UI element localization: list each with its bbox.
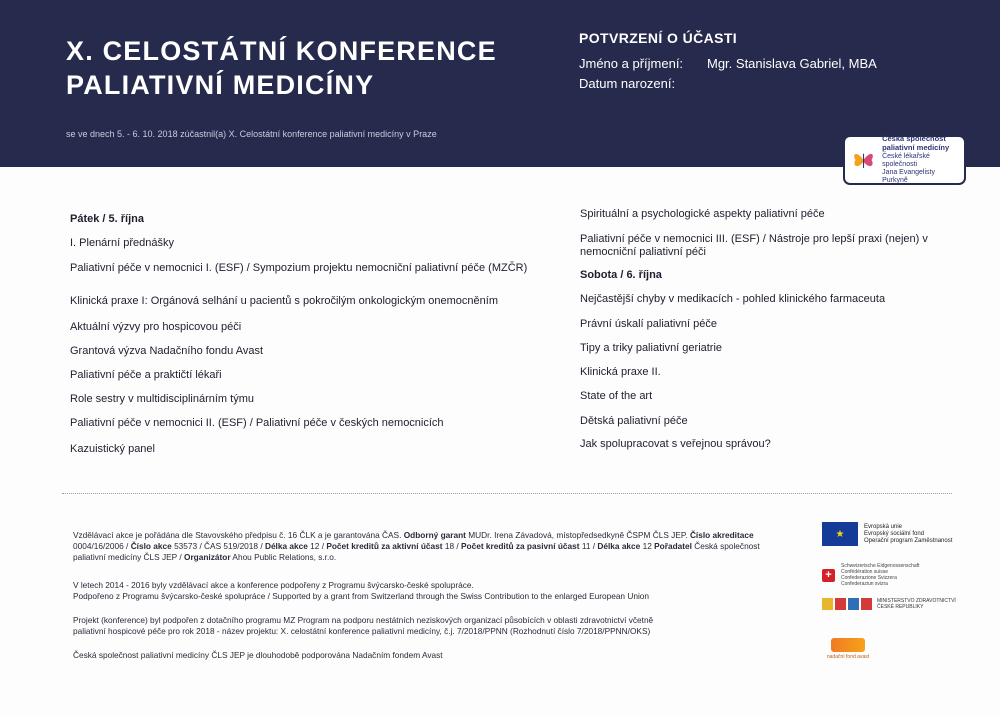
swiss-logo — [822, 563, 919, 587]
program-item: Grantová výzva Nadačního fondu Avast — [70, 345, 264, 357]
birth-label: Datum narození: — [579, 76, 676, 91]
program-item: Role sestry v multidisciplinárním týmu — [70, 393, 254, 405]
ch-line-1: Schweizerische Eidgenossenschaft — [841, 563, 920, 569]
attendance-statement: se ve dnech 5. - 6. 10. 2018 zúčastnil(a) X. Celostátní konference paliativní medicíny v Praze — [66, 129, 437, 139]
conference-title — [66, 34, 497, 102]
logo-line-2: paliativní medicíny — [882, 143, 950, 152]
ch-line-2: Confédération suisse — [841, 569, 888, 575]
accreditation-paragraph — [73, 530, 773, 563]
logo-line-4: Jana Evangelisty Purkyně — [882, 169, 935, 184]
program-item: Klinická praxe I: Orgánová selhání u pacientů s pokročilým onkologickým onemocněním — [70, 295, 498, 307]
program-day-saturday: Sobota / 6. října — [580, 269, 662, 281]
program-item: Paliativní péče a praktičtí lékaři — [70, 369, 222, 381]
poradatel-label: Pořadatel — [654, 541, 692, 551]
name-row — [579, 54, 877, 74]
program-item: I. Plenární přednášky — [70, 237, 174, 249]
swiss-support-paragraph — [73, 580, 803, 602]
logo-text — [882, 135, 958, 185]
aktivni-kredity-value: 18 / — [444, 541, 459, 551]
name-value: Mgr. Stanislava Gabriel, MBA — [707, 56, 877, 71]
program-item: State of the art — [580, 390, 653, 402]
swiss-line-2: Podpořeno z Programu švýcarsko-české spolupráce / Supported by a grant from Switzerland through the Swiss Contribution to the enlarged European Union — [73, 591, 650, 601]
eu-line-3: Operační program Zaměstnanost — [864, 537, 953, 544]
mz-line-1: Projekt (konference) byl podpořen z dotačního programu MZ Program na podporu nestátních neziskových organizací působících v oblasti zdravotnictví včetně — [73, 615, 654, 625]
mz-line-2-label: ČESKÉ REPUBLIKY — [877, 604, 924, 610]
program-item: Klinická praxe II. — [580, 366, 661, 378]
eu-logo — [822, 522, 952, 546]
garant-value: MUDr. Irena Závadová, místopředsedkyně ČSPM ČLS JEP. — [468, 530, 688, 540]
program-item: Jak spolupracovat s veřejnou správou? — [580, 438, 771, 450]
mz-emblem-icon — [822, 598, 872, 610]
logo-line-1: Česká společnost — [882, 134, 946, 143]
program-item: Spirituální a psychologické aspekty paliativní péče — [580, 208, 825, 220]
delka-label: Délka akce — [264, 541, 308, 551]
garant-label: Odborný garant — [403, 530, 466, 540]
birth-row — [579, 74, 877, 94]
swiss-logo-text — [841, 563, 919, 587]
program-item: Dětská paliativní péče — [580, 415, 688, 427]
program-item: Paliativní péče v nemocnici II. (ESF) / Paliativní péče v českých nemocnicích — [70, 417, 444, 429]
program-item: Kazuistický panel — [70, 443, 155, 455]
butterfly-icon — [851, 145, 876, 175]
akce-label: Číslo akce — [130, 541, 172, 551]
delka-value-2: 12 — [642, 541, 652, 551]
organizator-label: Organizátor — [184, 552, 231, 562]
avast-logo — [822, 638, 874, 660]
program-item: Paliativní péče v nemocnici III. (ESF) / Nástroje pro lepší praxi (nejen) v nemocniční paliativní péči — [580, 233, 928, 258]
akreditace-label: Číslo akreditace — [689, 530, 754, 540]
eu-logo-text — [864, 524, 952, 545]
ch-line-4: Confederaziun svizra — [841, 581, 888, 587]
program-day-friday: Pátek / 5. října — [70, 213, 144, 225]
divider — [62, 493, 952, 494]
eu-line-2: Evropský sociální fond — [864, 530, 925, 537]
mz-logo — [822, 598, 956, 610]
program-item: Tipy a triky paliativní geriatrie — [580, 342, 723, 354]
delka-value: 12 / — [310, 541, 325, 551]
program-item: Nejčastější chyby v medikacích - pohled klinického farmaceuta — [580, 293, 886, 305]
mz-line-2: paliativní hospicové péče pro rok 2018 - název projektu: X. celostátní konference paliativní medicíny, č.j. 7/2018/PPNN (Rozhodnutí číslo 7/2018/PPNN/OKS) — [73, 626, 651, 636]
delka-label-2: Délka akce — [597, 541, 641, 551]
avast-mark-icon — [831, 638, 865, 652]
eu-flag-icon: ★ — [822, 522, 858, 546]
confirmation-block — [579, 30, 877, 94]
swiss-line-1: V letech 2014 - 2016 byly vzdělávací akce a konference podpořeny z Programu švýcarsko-české spolupráce. — [73, 580, 474, 590]
logo-line-3: České lékařské společnosti — [882, 153, 930, 168]
program-item: Paliativní péče v nemocnici I. (ESF) / Sympozium projektu nemocniční paliativní péče (MZČR) — [70, 262, 528, 274]
mz-logo-text — [877, 598, 956, 610]
akce-value: 53573 / ČAS 519/2018 / — [174, 541, 263, 551]
confirmation-heading: POTVRZENÍ O ÚČASTI — [579, 30, 738, 46]
name-label: Jméno a příjmení: — [579, 56, 684, 71]
akreditace-value: 0004/16/2006 / — [73, 541, 129, 551]
mz-line-1-label: MINISTERSTVO ZDRAVOTNICTVÍ — [877, 598, 956, 604]
pasivni-kredity-label: Počet kreditů za pasivní účast — [461, 541, 580, 551]
eu-line-1: Evropská unie — [864, 523, 903, 530]
program-item: Právní úskalí paliativní péče — [580, 318, 717, 330]
swiss-cross-icon: + — [822, 569, 835, 582]
title-line-2: PALIATIVNÍ MEDICÍNY — [66, 70, 375, 100]
mz-support-paragraph — [73, 615, 803, 637]
pasivni-kredity-value: 11 / — [581, 541, 596, 551]
program-item: Aktuální výzvy pro hospicovou péči — [70, 321, 242, 333]
ch-line-3: Confederazione Svizzera — [841, 575, 897, 581]
organizator-value: Ahou Public Relations, s.r.o. — [232, 552, 337, 562]
poradatel-value: Česká společnost paliativní medicíny ČLS JEP / — [73, 541, 760, 562]
avast-logo-text: nadační fond avast — [826, 654, 870, 660]
title-line-1: X. CELOSTÁTNÍ KONFERENCE — [66, 36, 497, 66]
avast-support-paragraph: Česká společnost paliativní medicíny ČLS JEP je dlouhodobě podporována Nadačním fondem Avast — [73, 650, 443, 660]
aktivni-kredity-label: Počet kreditů za aktivní účast — [326, 541, 443, 551]
accreditation-text: Vzdělávací akce je pořádána dle Stavovského předpisu č. 16 ČLK a je garantována ČAS. — [73, 530, 402, 540]
cspm-logo — [843, 135, 966, 185]
